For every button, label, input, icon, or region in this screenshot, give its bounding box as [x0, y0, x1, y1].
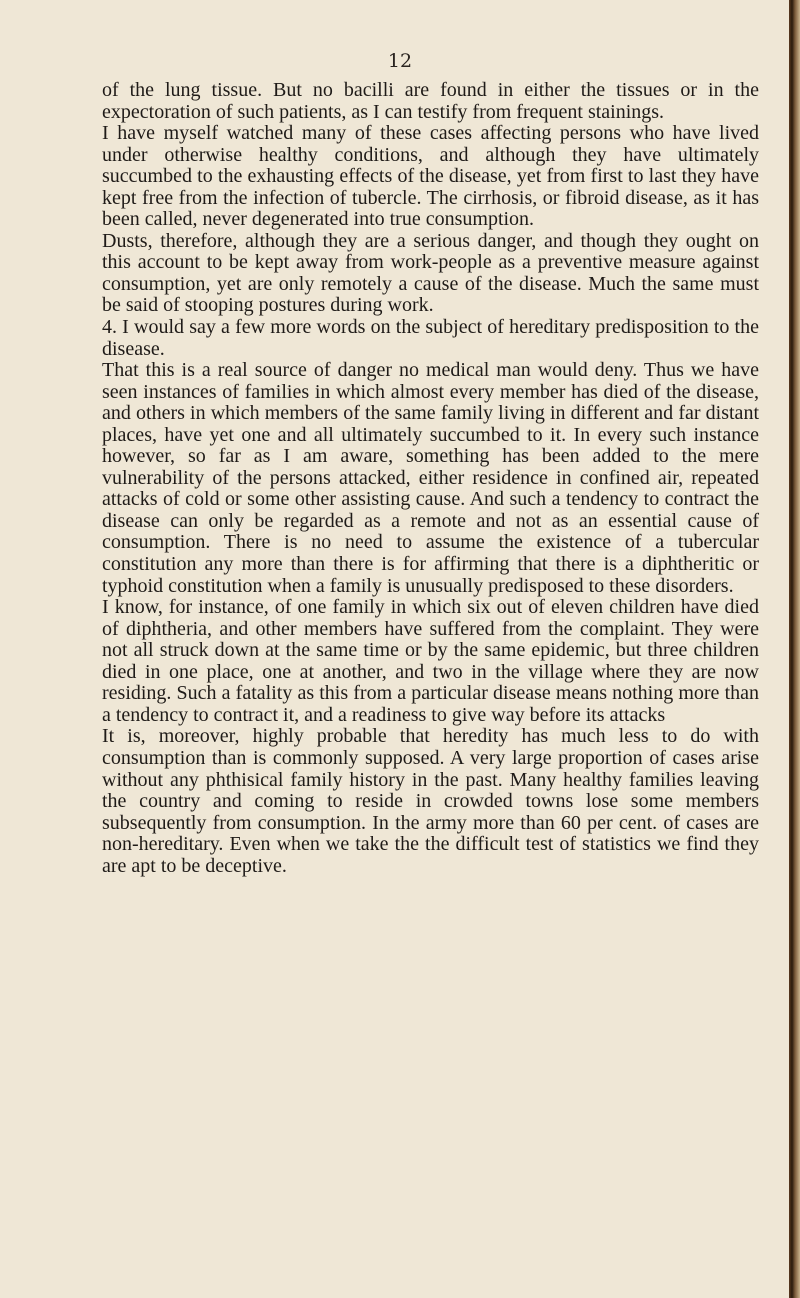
paragraph-4: 4. I would say a few more words on the subject of hereditary predisposition to the disease.: [102, 316, 759, 360]
paragraph-6: I know, for instance, of one family in which six out of eleven children have died of diphtheria, and other members have suffered from the complaint. They were not all struck down at the same time or by the same epidemic, but three children died in one place, one at another, and two in the village where they are now residing. Such a fatality as this from a particular disease means nothing more than a tendency to contract it, and a readiness to give way before its attacks: [102, 596, 759, 726]
page-binding-edge: [789, 0, 800, 1298]
paragraph-1: of the lung tissue. But no bacilli are found in either the tissues or in the expectoration of such patients, as I can testify from frequent stainings.: [102, 79, 759, 123]
body-text: [102, 80, 759, 877]
paragraph-7: It is, moreover, highly probable that heredity has much less to do with consumption than is commonly supposed. A very large proportion of cases arise without any phthisical family history in the past. Many healthy families leaving the country and coming to reside in crowded towns lose some members subsequently from consumption. In the army more than 60 per cent. of cases are non-hereditary. Even when we take the the difficult test of statistics we find they are apt to be deceptive.: [102, 725, 759, 877]
paragraph-5: That this is a real source of danger no medical man would deny. Thus we have seen instances of families in which almost every member has died of the disease, and others in which members of the same family living in different and far distant places, have yet one and all ultimately succumbed to it. In every such instance however, so far as I am aware, something has been added to the mere vulnerability of the persons attacked, either residence in confined air, repeated attacks of cold or some other assisting cause. And such a tendency to contract the disease can only be regarded as a remote and not as an essential cause of consumption. There is no need to assume the existence of a tubercular constitution any more than there is for affirming that there is a diphtheritic or typhoid constitution when a family is unusually predisposed to these disorders.: [102, 359, 759, 597]
page-number: 12: [387, 50, 413, 72]
paragraph-2: I have myself watched many of these cases affecting persons who have lived under otherwise healthy conditions, and although they have ultimately succumbed to the exhausting effects of the disease, yet from first to last they have kept free from the infection of tubercle. The cirrhosis, or fibroid disease, as it has been called, never degenerated into true consumption.: [102, 122, 759, 231]
paragraph-3: Dusts, therefore, although they are a serious danger, and though they ought on this account to be kept away from work-people as a preventive measure against consumption, yet are only remotely a cause of the disease. Much the same must be said of stooping postures during work.: [102, 229, 759, 317]
